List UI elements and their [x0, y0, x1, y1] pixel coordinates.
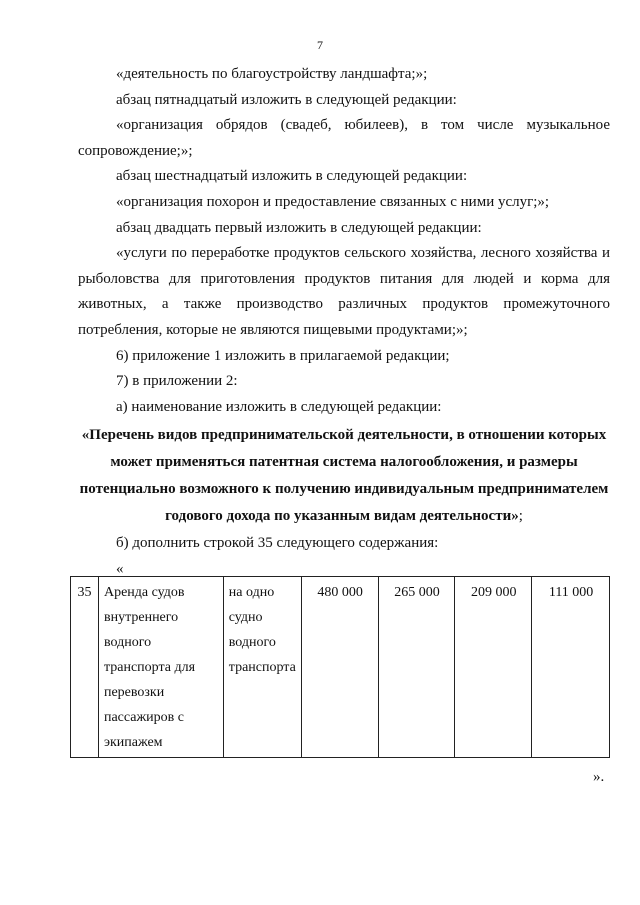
- document-body: [78, 62, 610, 583]
- heading-line: годового дохода по указанным видам деятельности»: [165, 508, 519, 525]
- paragraph: а) наименование изложить в следующей редакции:: [116, 398, 442, 415]
- activity-cell: Аренда судов внутреннего водного транспорта для перевозки пассажиров с экипажем: [98, 577, 223, 758]
- paragraph: 7) в приложении 2:: [116, 373, 238, 390]
- paragraph: «услуги по переработке продуктов сельского хозяйства, лесного хозяйства и рыболовства для приготовления продуктов питания для людей и корма для животных, а также производство различных продуктов промежуточного потребления, которые не являются пищевыми продуктами;»;: [78, 245, 610, 338]
- paragraph: «организация обрядов (свадеб, юбилеев), в том числе музыкальное сопровождение;»;: [78, 117, 610, 159]
- closing-quote: ».: [593, 769, 605, 785]
- heading-line: потенциально возможного к получению индивидуальным предпринимателем: [79, 481, 609, 498]
- unit-cell: на одно судно водного транспорта: [223, 577, 301, 758]
- open-quote: «: [116, 560, 124, 577]
- income-cell: 209 000: [455, 577, 532, 758]
- heading-line: «Перечень видов предпринимательской деятельности, в отношении которых: [81, 427, 607, 444]
- heading-line: может применяться патентная система налогообложения, и размеры: [110, 454, 578, 471]
- document-heading: [78, 422, 610, 530]
- paragraph: абзац пятнадцатый изложить в следующей редакции:: [116, 91, 457, 108]
- paragraph: «организация похорон и предоставление связанных с ними услуг;»;: [116, 193, 550, 210]
- paragraph: абзац шестнадцатый изложить в следующей редакции:: [116, 168, 468, 185]
- income-cell: 111 000: [532, 577, 610, 758]
- paragraph: б) дополнить строкой 35 следующего содержания:: [116, 535, 439, 552]
- page-number: 7: [317, 38, 323, 52]
- paragraph: 6) приложение 1 изложить в прилагаемой редакции;: [116, 347, 450, 364]
- paragraph: «деятельность по благоустройству ландшафта;»;: [116, 66, 428, 82]
- activity-table: [70, 576, 610, 758]
- income-cell: 265 000: [378, 577, 455, 758]
- table-row: [71, 577, 610, 758]
- income-cell: 480 000: [301, 577, 378, 758]
- heading-tail: ;: [518, 508, 523, 525]
- paragraph: абзац двадцать первый изложить в следующей редакции:: [116, 219, 482, 236]
- row-number: 35: [71, 577, 99, 758]
